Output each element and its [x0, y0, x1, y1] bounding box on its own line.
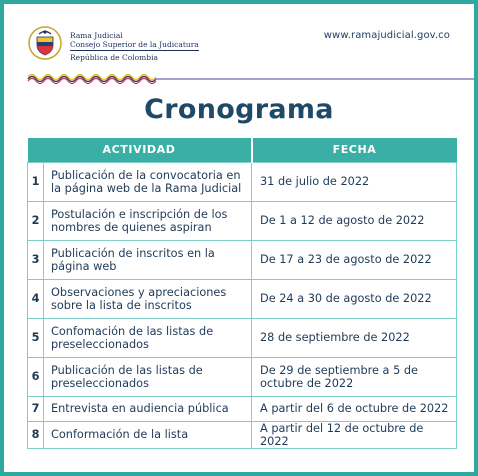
- website-url[interactable]: www.ramajudicial.gov.co: [323, 30, 450, 41]
- table-row: [28, 162, 457, 201]
- activity-cell: Publicación de las listas de preseleccionados: [44, 357, 252, 396]
- date-cell: De 1 a 12 de agosto de 2022: [252, 201, 457, 240]
- row-number: 6: [28, 357, 44, 396]
- date-cell: 31 de julio de 2022: [252, 162, 457, 201]
- activity-cell: Publicación de la convocatoria en la página web de la Rama Judicial: [44, 162, 252, 201]
- schedule-card: [4, 4, 474, 472]
- activity-cell: Confomación de las listas de preseleccionados: [44, 318, 252, 357]
- date-cell: De 24 a 30 de agosto de 2022: [252, 279, 457, 318]
- schedule-table: [27, 138, 457, 449]
- row-number: 5: [28, 318, 44, 357]
- org-line-2: Consejo Superior de la Judicatura: [70, 40, 199, 49]
- decorative-wave: [4, 70, 474, 84]
- row-number: 4: [28, 279, 44, 318]
- table-row: [28, 357, 457, 396]
- activity-cell: Conformación de la lista: [44, 421, 252, 448]
- row-number: 2: [28, 201, 44, 240]
- activity-cell: Entrevista en audiencia pública: [44, 396, 252, 421]
- page-title: Cronograma: [144, 94, 334, 125]
- table-row: [28, 279, 457, 318]
- institution-name: [70, 31, 199, 62]
- org-line-3: República de Colombia: [70, 53, 158, 62]
- date-cell: A partir del 12 de octubre de 2022: [252, 421, 457, 448]
- row-number: 8: [28, 421, 44, 448]
- activity-cell: Observaciones y apreciaciones sobre la lista de inscritos: [44, 279, 252, 318]
- activity-cell: Postulación e inscripción de los nombres de quienes aspiran: [44, 201, 252, 240]
- column-header-date: FECHA: [252, 138, 457, 162]
- table-row: [28, 396, 457, 421]
- table-row: [28, 421, 457, 448]
- table-row: [28, 240, 457, 279]
- date-cell: De 29 de septiembre a 5 de octubre de 2022: [252, 357, 457, 396]
- table-header-row: [28, 138, 457, 162]
- header: [4, 4, 474, 84]
- date-cell: A partir del 6 de octubre de 2022: [252, 396, 457, 421]
- coat-of-arms-icon: [28, 26, 62, 60]
- date-cell: 28 de septiembre de 2022: [252, 318, 457, 357]
- column-header-activity: ACTIVIDAD: [28, 138, 252, 162]
- org-line-1: Rama Judicial: [70, 31, 123, 40]
- row-number: 7: [28, 396, 44, 421]
- activity-cell: Publicación de inscritos en la página web: [44, 240, 252, 279]
- row-number: 3: [28, 240, 44, 279]
- table-row: [28, 201, 457, 240]
- row-number: 1: [28, 162, 44, 201]
- table-row: [28, 318, 457, 357]
- date-cell: De 17 a 23 de agosto de 2022: [252, 240, 457, 279]
